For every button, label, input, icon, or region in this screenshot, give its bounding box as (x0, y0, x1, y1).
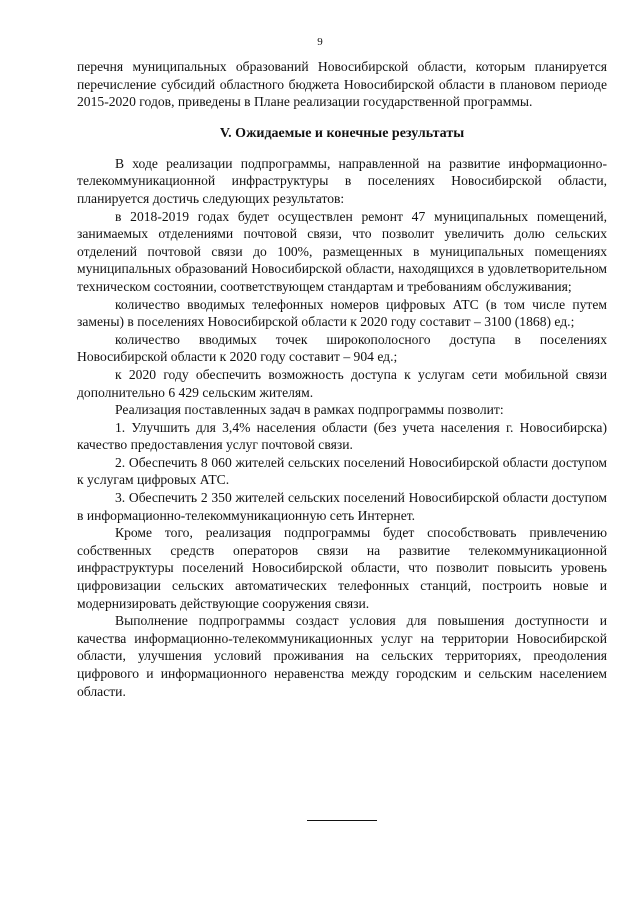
result-item-phone-numbers: количество вводимых телефонных номеров цифровых АТС (в том числе путем замены) в поселениях Новосибирской области к 2020 году составит – 3100 (1868) ед.; (77, 296, 607, 330)
intro-paragraph: перечня муниципальных образований Новосибирской области, которым планируется перечисление субсидий областного бюджета Новосибирской области в плановом периоде 2015-2020 годов, приведены в Плане реализации государственной программы. (77, 59, 607, 110)
additional-effect-paragraph: Кроме того, реализация подпрограммы будет способствовать привлечению собственных средств операторов связи на развитие телекоммуникационной инфраструктуры поселений Новосибирской области, что позволит повысить уровень цифровизации сельских автоматических телефонных станций, построить новые и модернизировать действующие сооружения связи. (77, 525, 607, 611)
footer-rule (307, 820, 377, 821)
page-content (77, 58, 607, 700)
result-item-broadband: количество вводимых точек широкополосного доступа в поселениях Новосибирской области к 2020 году составит – 904 ед.; (77, 331, 607, 365)
results-intro-paragraph: В ходе реализации подпрограммы, направленной на развитие информационно-телекоммуникационной инфраструктуры в поселениях Новосибирской области, планируется достичь следующих результатов: (77, 155, 607, 206)
numbered-item-2: 2. Обеспечить 8 060 жителей сельских поселений Новосибирской области доступом к услугам цифровых АТС. (77, 454, 607, 488)
result-item-repair: в 2018-2019 годах будет осуществлен ремонт 47 муниципальных помещений, занимаемых отделениями почтовой связи, что позволит увеличить долю сельских отделений почтовой связи до 100%, размещенных в муниципальных помещениях муниципальных образований Новосибирской области, находящихся в удовлетворительном техническом состоянии, соответствующем стандартам и требованиям обслуживания; (77, 208, 607, 294)
tasks-intro-paragraph: Реализация поставленных задач в рамках подпрограммы позволит: (115, 402, 504, 418)
section-heading: V. Ожидаемые и конечные результаты (219, 125, 465, 141)
conclusion-paragraph: Выполнение подпрограммы создаст условия для повышения доступности и качества информационно-телекоммуникационных услуг на территории Новосибирской области, улучшения условий проживания на сельских территориях, преодоления цифрового и информационного неравенства между городским и сельским населением области. (77, 613, 607, 699)
result-item-mobile: к 2020 году обеспечить возможность доступа к услугам сети мобильной связи дополнительно 6 429 сельским жителям. (77, 366, 607, 400)
page-number: 9 (317, 36, 323, 48)
numbered-item-3: 3. Обеспечить 2 350 жителей сельских поселений Новосибирской области доступом в информационно-телекоммуникационную сеть Интернет. (77, 490, 607, 523)
numbered-item-1: 1. Улучшить для 3,4% населения области (без учета населения г. Новосибирска) качество предоставления услуг почтовой связи. (77, 419, 607, 453)
